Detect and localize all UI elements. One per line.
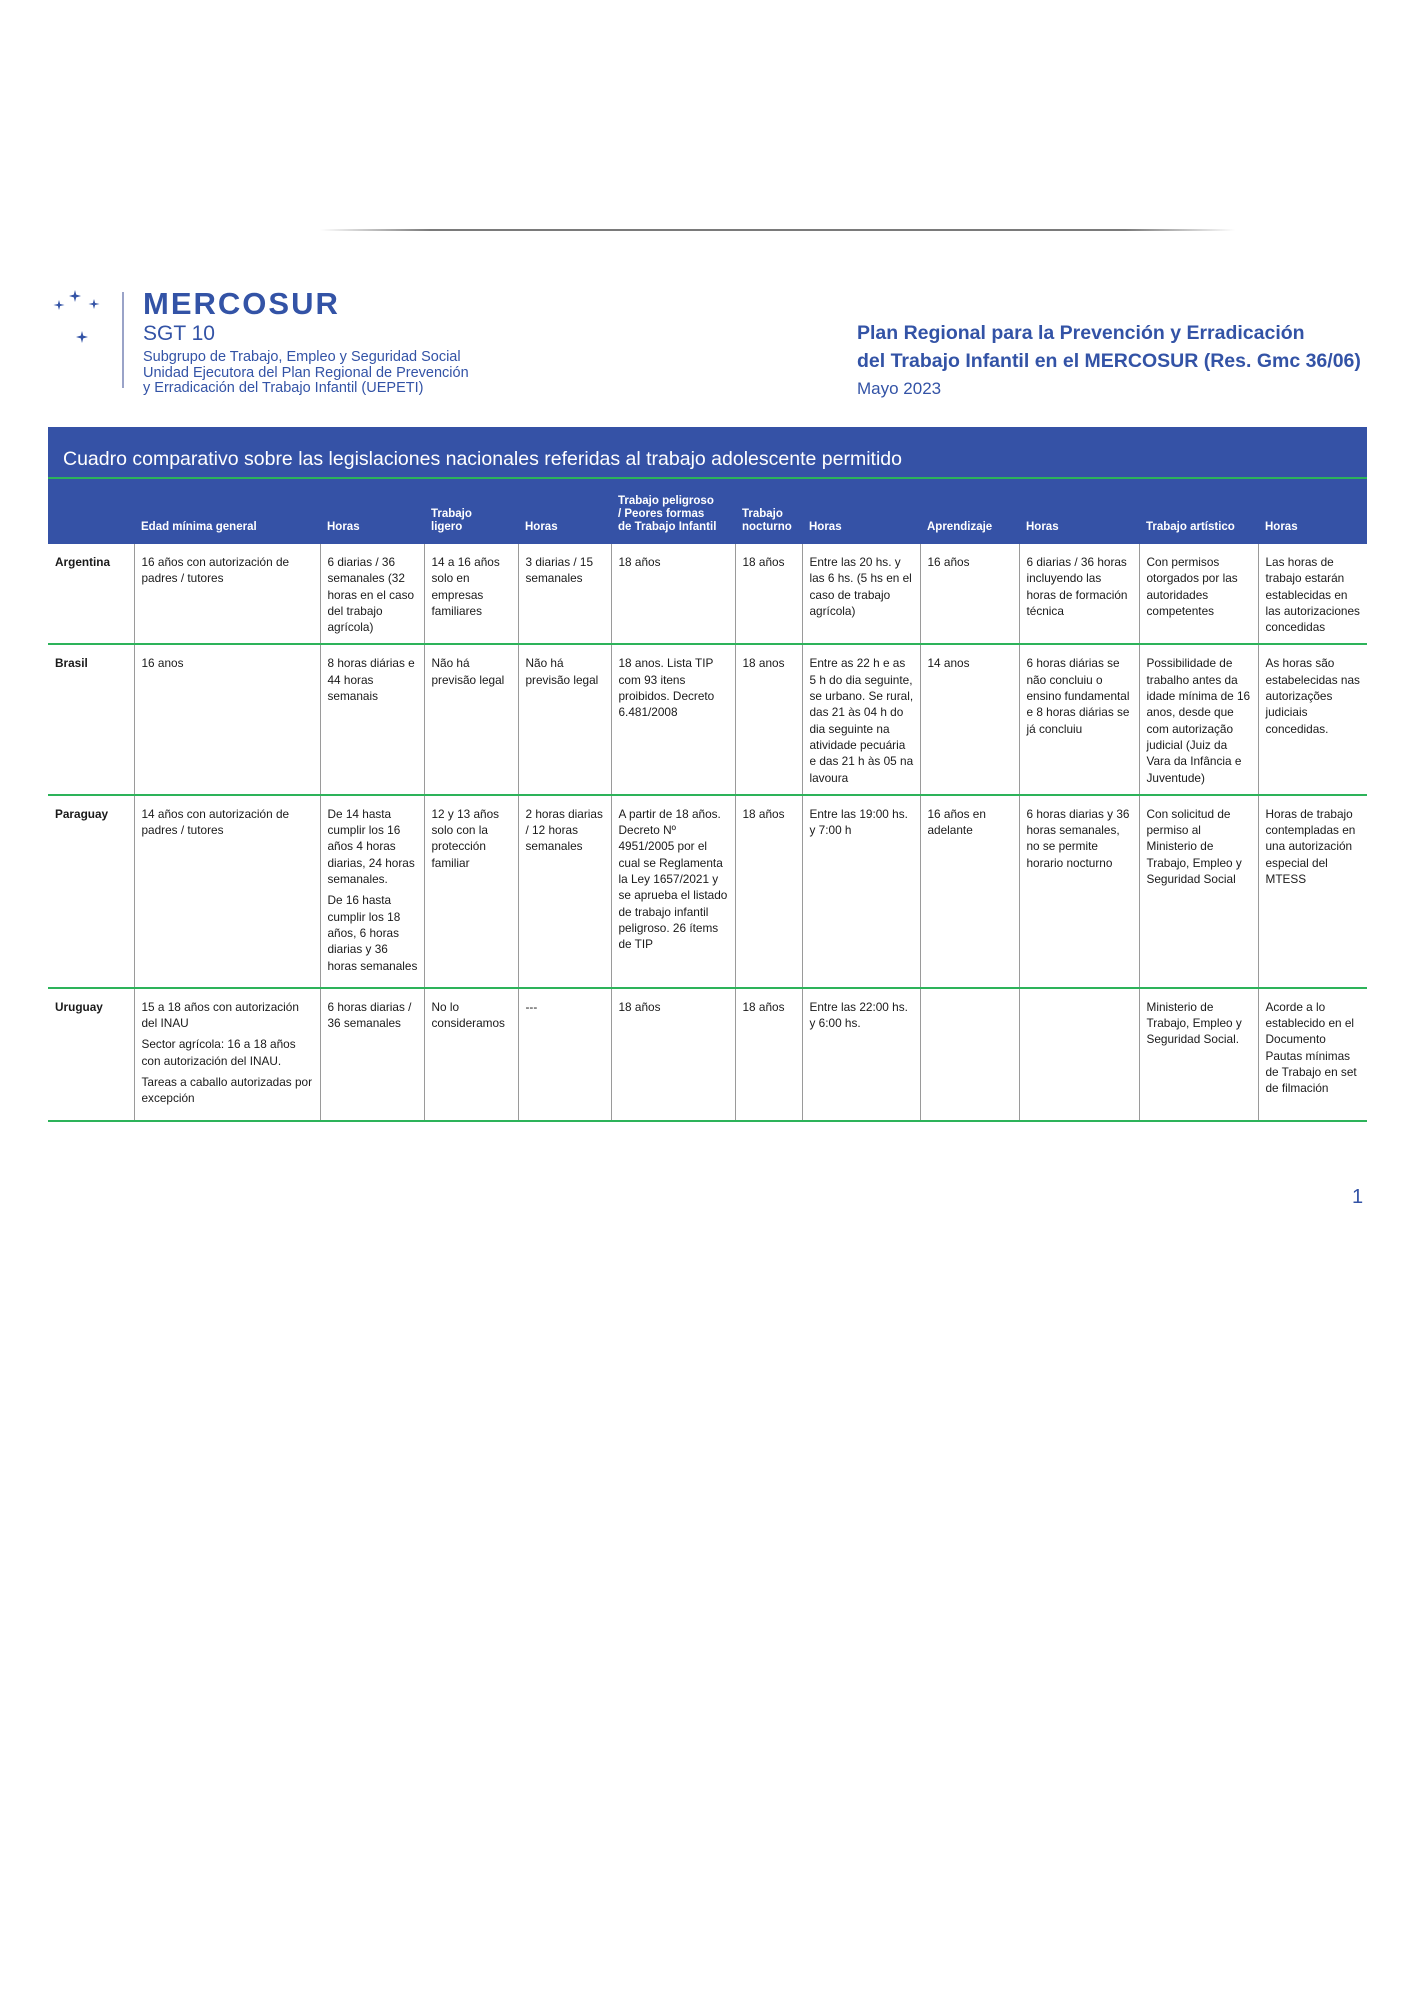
stars-logo-icon bbox=[50, 290, 110, 352]
table-header-row bbox=[48, 479, 1367, 544]
mercosur-logo bbox=[143, 287, 469, 397]
cell-paragraph: De 16 hasta cumplir los 18 años, 6 horas diarias y 36 horas semanales bbox=[327, 893, 418, 973]
cell-paragraph: 15 a 18 años con autorización del INAU bbox=[141, 999, 299, 1031]
top-divider-rule bbox=[320, 229, 1235, 231]
table-cell: Las horas de trabajo estarán establecidas en las autorizaciones concedidas bbox=[1258, 544, 1367, 644]
logo-title: MERCOSUR bbox=[143, 286, 340, 321]
table-cell: 6 horas diarias / 36 semanales bbox=[320, 988, 424, 1121]
table-cell: Ministerio de Trabajo, Empleo y Seguridad Social. bbox=[1139, 988, 1258, 1121]
table-cell: 18 años bbox=[735, 544, 802, 644]
logo-subtitle-line: Subgrupo de Trabajo, Empleo y Seguridad Social bbox=[143, 349, 461, 365]
table-cell bbox=[134, 988, 320, 1121]
table-cell: Não há previsão legal bbox=[518, 644, 611, 794]
column-header bbox=[48, 479, 134, 544]
table-cell: 6 horas diárias se não concluiu o ensino fundamental e 8 horas diárias se já concluiu bbox=[1019, 644, 1139, 794]
table-cell bbox=[1019, 988, 1139, 1121]
column-header: Horas bbox=[1019, 479, 1139, 544]
plan-heading bbox=[857, 319, 1361, 401]
column-header: Horas bbox=[802, 479, 920, 544]
table-cell: 2 horas diarias / 12 horas semanales bbox=[518, 795, 611, 988]
table-cell: 16 años con autorización de padres / tutores bbox=[134, 544, 320, 644]
cell-paragraph: Sector agrícola: 16 a 18 años con autorización del INAU. bbox=[141, 1037, 296, 1068]
table-body bbox=[48, 544, 1367, 1121]
table-cell: As horas são estabelecidas nas autorizações judiciais concedidas. bbox=[1258, 644, 1367, 794]
column-header: Horas bbox=[320, 479, 424, 544]
table-cell: 12 y 13 años solo con la protección familiar bbox=[424, 795, 518, 988]
table-cell: Entre las 20 hs. y las 6 hs. (5 hs en el caso de trabajo agrícola) bbox=[802, 544, 920, 644]
plan-title-line: del Trabajo Infantil en el MERCOSUR (Res. Gmc 36/06) bbox=[857, 350, 1361, 372]
table-cell: 6 horas diarias y 36 horas semanales, no se permite horario nocturno bbox=[1019, 795, 1139, 988]
table-cell: Acorde a lo establecido en el Documento Pautas mínimas de Trabajo en set de filmación bbox=[1258, 988, 1367, 1121]
table-cell: 16 anos bbox=[134, 644, 320, 794]
country-cell: Brasil bbox=[55, 656, 88, 671]
table-cell: Entre as 22 h e as 5 h do dia seguinte, se urbano. Se rural, das 21 às 04 h do dia seguinte na atividade pecuária e das 21 h às 05 na lavoura bbox=[802, 644, 920, 794]
column-header: Horas bbox=[1258, 479, 1367, 544]
column-header: Trabajo ligero bbox=[424, 479, 518, 544]
table-cell: 18 años bbox=[611, 544, 735, 644]
cell-paragraph: De 14 hasta cumplir los 16 años 4 horas diarias, 24 horas semanales. bbox=[327, 806, 415, 887]
table-cell: --- bbox=[518, 988, 611, 1121]
table-cell: 18 anos. Lista TIP com 93 itens proibidos. Decreto 6.481/2008 bbox=[611, 644, 735, 794]
table-cell: Con permisos otorgados por las autoridades competentes bbox=[1139, 544, 1258, 644]
column-header: Trabajo peligroso / Peores formas de Trabajo Infantil bbox=[611, 479, 735, 544]
table-cell bbox=[320, 795, 424, 988]
table-cell: 6 diarias / 36 horas incluyendo las horas de formación técnica bbox=[1019, 544, 1139, 644]
table-cell: 3 diarias / 15 semanales bbox=[518, 544, 611, 644]
column-header: Horas bbox=[518, 479, 611, 544]
country-cell: Uruguay bbox=[55, 999, 103, 1014]
logo-sgt: SGT 10 bbox=[143, 322, 215, 345]
logo-divider bbox=[122, 292, 124, 388]
comparison-table-block bbox=[48, 427, 1367, 1122]
logo-subtitle bbox=[143, 350, 469, 397]
table-cell: No lo consideramos bbox=[424, 988, 518, 1121]
table-cell: 16 años en adelante bbox=[920, 795, 1019, 988]
cell-paragraph: Tareas a caballo autorizadas por excepción bbox=[141, 1075, 313, 1106]
table-row bbox=[48, 795, 1367, 988]
table-cell: Entre las 19:00 hs. y 7:00 h bbox=[802, 795, 920, 988]
table-row bbox=[48, 644, 1367, 794]
table-cell: Horas de trabajo contempladas en una autorización especial del MTESS bbox=[1258, 795, 1367, 988]
plan-title-line: Plan Regional para la Prevención y Erradicación bbox=[857, 322, 1305, 344]
table-row bbox=[48, 988, 1367, 1121]
column-header: Trabajo nocturno bbox=[735, 479, 802, 544]
table-cell: 14 anos bbox=[920, 644, 1019, 794]
column-header: Trabajo artístico bbox=[1139, 479, 1258, 544]
table-cell: 18 anos bbox=[735, 644, 802, 794]
page-number: 1 bbox=[1352, 1186, 1364, 1208]
table-cell: Possibilidade de trabalho antes da idade mínima de 16 anos, desde que com autorização judicial (Juiz da Vara da Infância e Juventude) bbox=[1139, 644, 1258, 794]
country-cell: Argentina bbox=[55, 555, 111, 569]
column-header: Aprendizaje bbox=[920, 479, 1019, 544]
table-cell: Con solicitud de permiso al Ministerio de Trabajo, Empleo y Seguridad Social bbox=[1139, 795, 1258, 988]
logo-subtitle-line: y Erradicación del Trabajo Infantil (UEPETI) bbox=[143, 380, 424, 396]
table-cell: 8 horas diárias e 44 horas semanais bbox=[320, 644, 424, 794]
comparison-table bbox=[48, 479, 1367, 1122]
table-cell: 14 a 16 años solo en empresas familiares bbox=[424, 544, 518, 644]
table-cell: Não há previsão legal bbox=[424, 644, 518, 794]
table-cell bbox=[920, 988, 1019, 1121]
column-header: Edad mínima general bbox=[134, 479, 320, 544]
table-cell: 18 años bbox=[735, 795, 802, 988]
country-cell: Paraguay bbox=[55, 806, 109, 821]
table-cell: 18 años bbox=[735, 988, 802, 1121]
logo-subtitle-line: Unidad Ejecutora del Plan Regional de Prevención bbox=[143, 364, 469, 381]
table-cell: Entre las 22:00 hs. y 6:00 hs. bbox=[802, 988, 920, 1121]
table-cell: 6 diarias / 36 semanales (32 horas en el caso del trabajo agrícola) bbox=[320, 544, 424, 644]
table-cell: 18 años bbox=[611, 988, 735, 1121]
table-row bbox=[48, 544, 1367, 644]
table-cell: 16 años bbox=[920, 544, 1019, 644]
table-cell: 14 años con autorización de padres / tutores bbox=[134, 795, 320, 988]
table-title: Cuadro comparativo sobre las legislaciones nacionales referidas al trabajo adolescente permitido bbox=[48, 427, 1367, 479]
plan-date: Mayo 2023 bbox=[857, 379, 942, 398]
table-cell: A partir de 18 años. Decreto Nº 4951/2005 por el cual se Reglamenta la Ley 1657/2021 y se aprueba el listado de trabajo infantil peligroso. 26 ítems de TIP bbox=[611, 795, 735, 988]
